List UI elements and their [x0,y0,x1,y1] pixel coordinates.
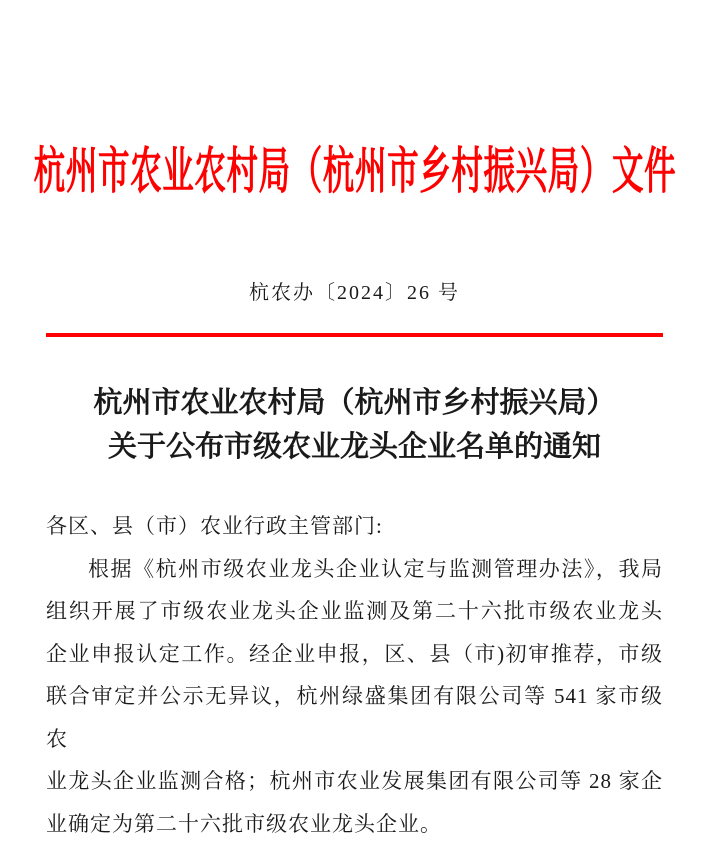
notice-title [46,381,663,469]
notice-paragraph-line: 业龙头企业监测合格；杭州市农业发展集团有限公司等 28 家企 [46,760,663,803]
salutation: 各区、县（市）农业行政主管部门: [46,505,663,548]
notice-paragraph-line: 组织开展了市级农业龙头企业监测及第二十六批市级农业龙头 [46,590,663,633]
letterhead-container [46,0,663,202]
notice-title-line-1: 杭州市农业农村局（杭州市乡村振兴局） [46,381,663,425]
notice-paragraph-line: 业确定为第二十六批市级农业龙头企业。 [46,803,663,845]
notice-paragraph-line: 联合审定并公示无异议，杭州绿盛集团有限公司等 541 家市级农 [46,675,663,760]
notice-paragraph-line: 企业申报认定工作。经企业申报，区、县（市)初审推荐，市级 [46,633,663,676]
notice-paragraph-line: 根据《杭州市级农业龙头企业认定与监测管理办法》，我局 [46,548,663,591]
letterhead-title: 杭州市农业农村局（杭州市乡村振兴局）文件 [33,140,676,202]
document-number: 杭农办〔2024〕26 号 [46,280,663,306]
notice-paragraph [46,548,663,845]
red-divider-line [46,333,663,337]
notice-title-line-2: 关于公布市级农业龙头企业名单的通知 [46,425,663,469]
